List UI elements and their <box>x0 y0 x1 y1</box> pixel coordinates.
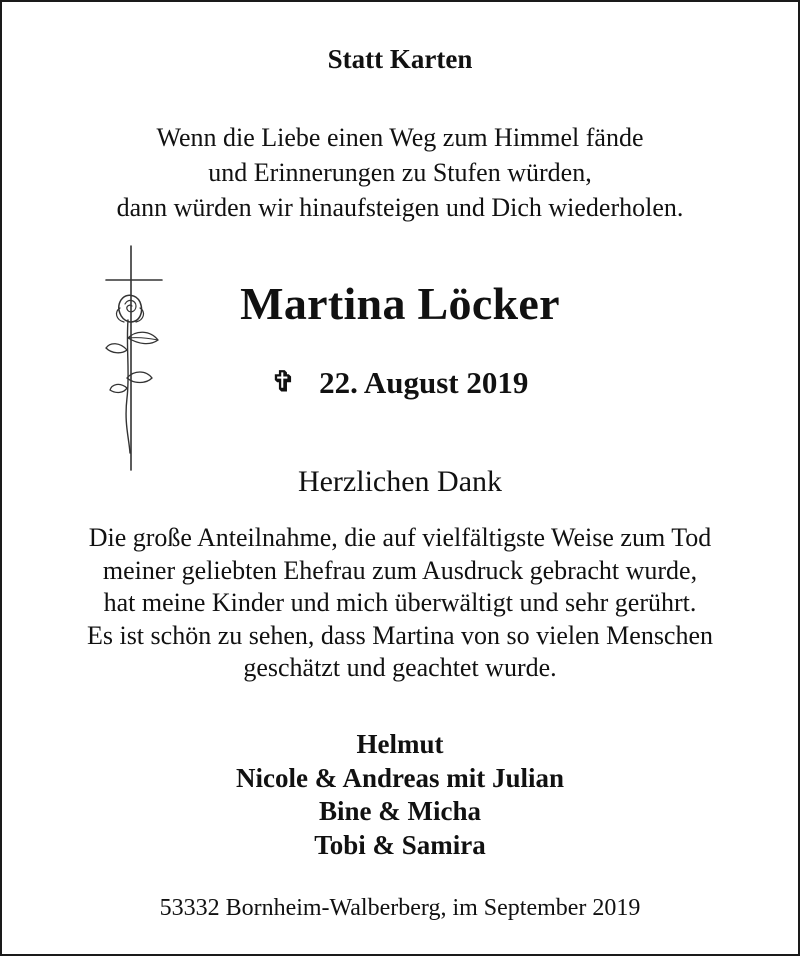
family-member: Bine & Micha <box>319 796 481 826</box>
thanks-title: Herzlichen Dank <box>297 465 503 498</box>
place-and-date: 53332 Bornheim-Walberberg, im September 2019 <box>159 895 641 921</box>
poem <box>2 120 798 225</box>
family-member: Helmut <box>356 729 444 759</box>
thanks-text <box>2 522 798 685</box>
family-member: Nicole & Andreas mit Julian <box>235 762 564 793</box>
poem-line: Wenn die Liebe einen Weg zum Himmel fände <box>156 123 644 152</box>
family-signatures <box>2 728 798 862</box>
thanks-text-line: hat meine Kinder und mich überwältigt und sehr gerührt. <box>103 588 697 617</box>
deceased-name: Martina Löcker <box>240 278 560 329</box>
heading: Statt Karten <box>327 44 473 74</box>
cross-icon: ✞ <box>271 367 296 398</box>
thanks-text-line: Es ist schön zu sehen, dass Martina von so vielen Menschen <box>86 620 714 650</box>
thanks-text-line: geschätzt und geachtet wurde. <box>243 653 557 682</box>
poem-line: dann würden wir hinaufsteigen und Dich wiederholen. <box>116 193 684 222</box>
death-date-line <box>2 365 798 401</box>
cross-with-rose-icon <box>94 238 174 488</box>
family-member: Tobi & Samira <box>314 829 486 860</box>
death-date: 22. August 2019 <box>319 365 529 400</box>
poem-line: und Erinnerungen zu Stufen würden, <box>208 158 592 187</box>
thanks-text-line: meiner geliebten Ehefrau zum Ausdruck gebracht wurde, <box>102 555 698 585</box>
thanks-text-line: Die große Anteilnahme, die auf vielfältigste Weise zum Tod <box>88 523 712 552</box>
